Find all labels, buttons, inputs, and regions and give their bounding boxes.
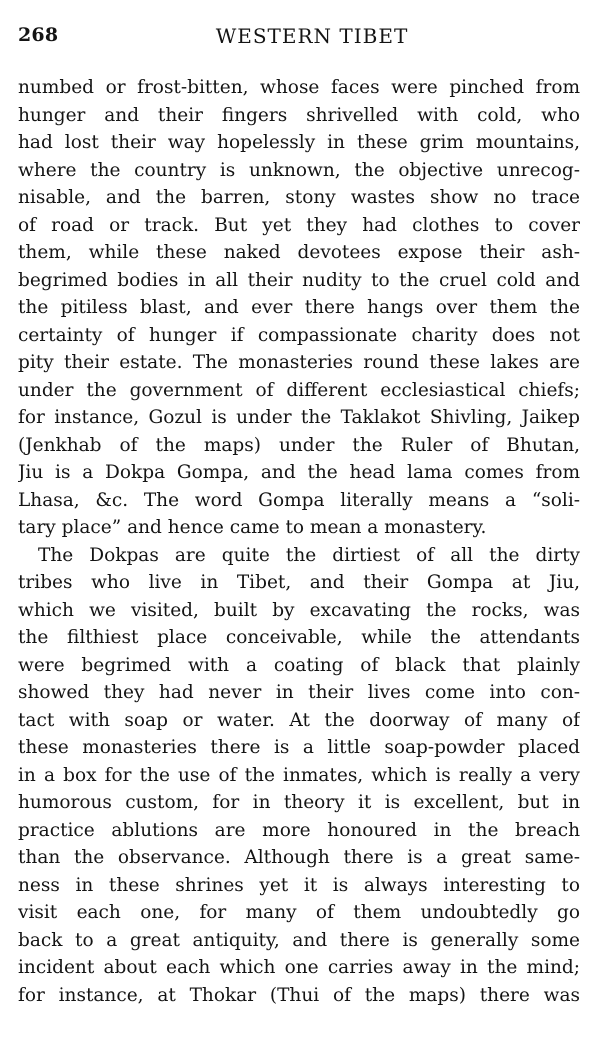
text-line: ness in these shrines yet it is always interesting to (18, 874, 580, 896)
body-text (18, 74, 580, 1009)
text-line: these monasteries there is a little soap-powder placed (18, 737, 580, 758)
page-header (18, 24, 582, 54)
text-line: for instance, at Thokar (Thui of the maps) there was (18, 984, 580, 1006)
text-line: the filthiest place conceivable, while the attendants (18, 627, 580, 648)
text-line: than the observance. Although there is a great same- (18, 847, 580, 868)
text-line: back to a great antiquity, and there is generally some (18, 929, 580, 951)
text-line: certainty of hunger if compassionate charity does not (18, 324, 580, 346)
text-line: hunger and their fingers shrivelled with cold, who (18, 104, 580, 126)
text-line: begrimed bodies in all their nudity to the cruel cold and (18, 269, 580, 291)
text-line: pity their estate. The monasteries round these lakes are (18, 352, 580, 373)
text-line: them, while these naked devotees expose their ash- (18, 242, 580, 263)
paragraph-first-line: The Dokpas are quite the dirtiest of all the dirty (38, 544, 580, 566)
text-line: practice ablutions are more honoured in the breach (18, 819, 580, 841)
paragraph-last-line: tary place” and hence came to mean a monastery. (18, 517, 487, 538)
text-line: showed they had never in their lives come into con- (18, 682, 580, 703)
running-title: WESTERN TIBET (215, 24, 409, 48)
text-line: under the government of different ecclesiastical chiefs; (18, 379, 580, 401)
text-line: numbed or frost-bitten, whose faces were pinched from (18, 77, 580, 98)
text-line: which we visited, built by excavating the rocks, was (18, 599, 580, 621)
text-line: were begrimed with a coating of black that plainly (18, 654, 580, 676)
text-line: nisable, and the barren, stony wastes show no trace (18, 187, 580, 208)
text-line: humorous custom, for in theory it is excellent, but in (18, 792, 580, 813)
text-line: of road or track. But yet they had clothes to cover (18, 214, 580, 236)
text-line: Jiu is a Dokpa Gompa, and the head lama comes from (18, 462, 580, 483)
text-line: tact with soap or water. At the doorway of many of (18, 709, 580, 731)
text-line: incident about each which one carries away in the mind; (18, 957, 580, 978)
text-line: the pitiless blast, and ever there hangs over them the (18, 297, 580, 318)
text-line: where the country is unknown, the objective unrecog- (18, 159, 580, 181)
text-line: in a box for the use of the inmates, which is really a very (18, 764, 580, 786)
text-line: visit each one, for many of them undoubtedly go (18, 902, 580, 923)
text-line: tribes who live in Tibet, and their Gompa at Jiu, (18, 572, 580, 593)
page-number: 268 (18, 24, 59, 46)
text-line: Lhasa, &c. The word Gompa literally means a “soli- (18, 489, 580, 511)
text-line: for instance, Gozul is under the Taklakot Shivling, Jaikep (18, 407, 580, 428)
text-line: had lost their way hopelessly in these grim mountains, (18, 132, 580, 153)
text-line: (Jenkhab of the maps) under the Ruler of Bhutan, (18, 434, 580, 456)
